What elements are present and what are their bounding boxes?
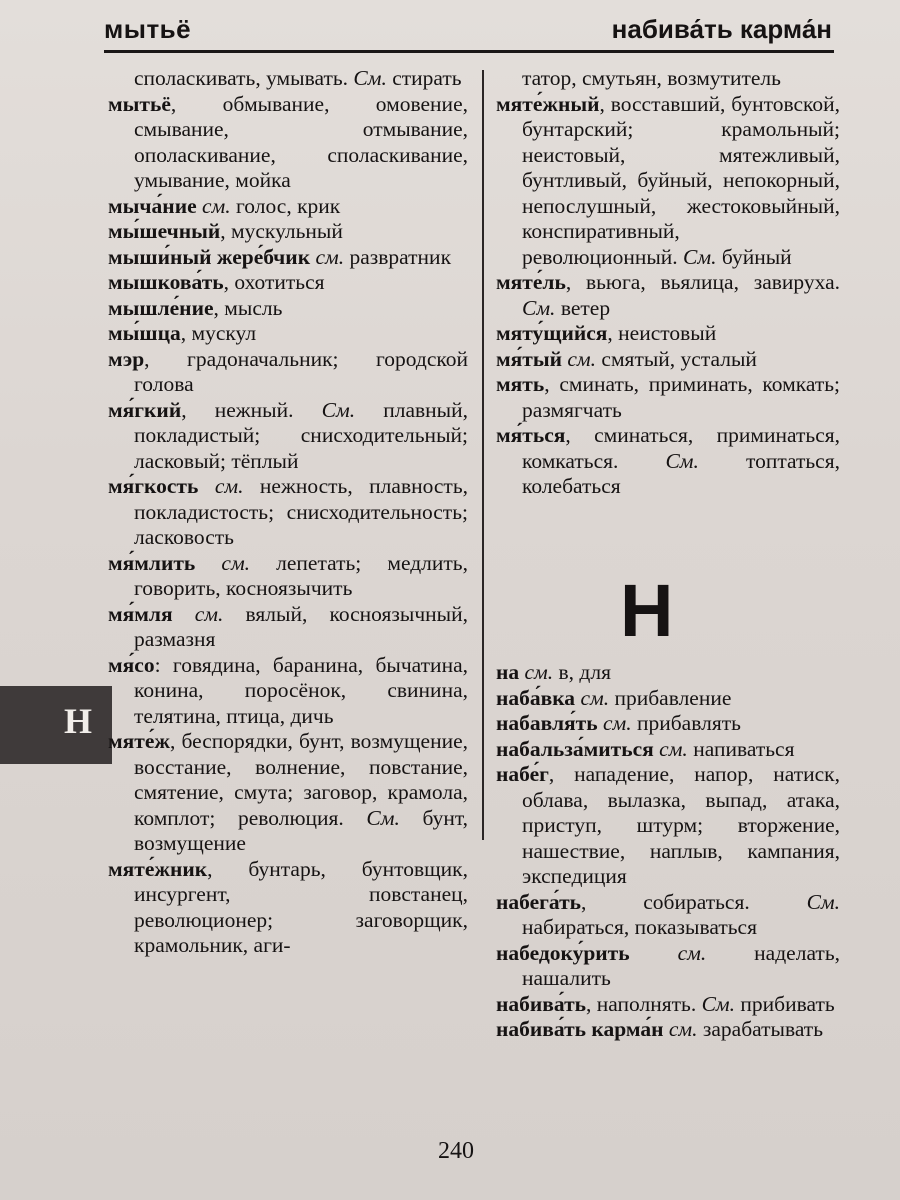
entry-headword: мяту́щийся [496,321,608,345]
entry-crossref-marker: см. [567,346,597,371]
dictionary-entry [496,890,840,941]
entry-definition: , неистовый [607,321,717,345]
entry-crossref: смятый, усталый [596,346,757,371]
dictionary-entry [496,66,840,92]
entry-headword: мяте́жный [496,91,600,116]
entry-headword: набива́ть карма́н [496,1017,664,1041]
dictionary-entry [496,321,840,347]
right-column-top [496,66,840,500]
entry-crossref-marker: см. [221,550,251,575]
dictionary-entry [496,347,840,373]
entry-crossref: стирать [386,66,462,90]
dictionary-entry [496,686,840,712]
dictionary-entry [108,245,468,271]
dictionary-entry [108,602,468,653]
right-column-bottom [496,660,840,1043]
entry-crossref: наделать, нашалить [522,940,841,990]
entry-crossref: напиваться [687,736,795,761]
dictionary-entry [108,398,468,475]
entry-definition: , бунтарь, бунтовщик, инсургент, повстанец, революционер; заговорщик, крамольник, аги- [134,856,468,957]
entry-headword: мы́шца [108,321,181,345]
entry-crossref-marker: См. [701,991,736,1016]
dictionary-entry [108,92,468,194]
dictionary-entry [108,347,468,398]
entry-headword: мя́мля [108,601,173,626]
entry-definition: , вьюга, вьялица, завируха. [565,270,840,294]
entry-crossref: нежность, плавность, покладистость; снисходительность; ласковость [134,474,469,549]
entry-crossref-marker: См. [806,889,840,914]
entry-definition: , сминаться, приминаться, комкаться. [522,423,840,473]
entry-headword: набальза́миться [496,736,654,761]
entry-definition: татор, смутьян, возмутитель [522,66,781,90]
entry-definition: , обмывание, омовение, смывание, отмывание, ополаскивание, споласкивание, умывание, мойка [134,91,468,192]
entry-crossref-marker: См. [522,295,556,320]
running-head-right: набива́ть карма́н [611,14,832,44]
entry-crossref-marker: см. [315,244,345,269]
entry-crossref: набираться, показываться [522,915,757,939]
entry-headword: мы́шечный [108,219,221,243]
entry-headword: набедоку́рить [496,940,630,965]
entry-crossref: топтаться, колебаться [522,448,840,498]
dictionary-entry [496,711,840,737]
header-rule [104,50,834,53]
entry-definition: , нападение, напор, натиск, облава, вылазка, выпад, атака, приступ, штурм; вторжение, нашествие, наплыв, кампания, экспедиция [522,762,840,888]
entry-headword: мять [496,372,545,396]
entry-definition: , беспорядки, бунт, возмущение, восстание, волнение, повстание, смятение, смута; заговор, крамола, комплот; революция. [134,729,468,830]
entry-headword: наба́вка [496,685,576,710]
dictionary-entry [496,660,840,686]
entry-crossref-marker: см. [194,601,224,626]
entry-definition: споласкивать, умывать. [134,66,354,90]
entry-definition: , восставший, бунтовской, бунтарский; крамольный; неистовый, мятежливый, бунтливый, буйный, непокорный, непослушный, жестоковыйный, конспиративный, революционный. [522,91,840,269]
entry-crossref: в, для [553,660,611,684]
dictionary-entry [108,66,468,92]
dictionary-entry [108,474,468,551]
entry-headword: мя́тый [496,346,563,371]
entry-definition: : говядина, баранина, бычатина, конина, поросёнок, свинина, телятина, птица, дичь [134,652,468,728]
entry-headword: мышле́ние [108,295,214,320]
section-letter: Н [620,569,674,652]
entry-headword: мэр [108,346,145,371]
entry-crossref: лепетать; медлить, говорить, косноязычить [134,550,468,600]
entry-crossref-marker: см. [659,736,688,761]
left-column [108,66,468,959]
entry-definition: , нежный. [181,397,322,422]
entry-definition: , собираться. [581,889,807,914]
entry-crossref: прибавлять [631,711,741,735]
thumb-index-letter: Н [64,701,93,741]
entry-crossref-marker: см. [202,193,231,218]
entry-headword: мыча́ние [108,193,197,218]
dictionary-entry [108,270,468,296]
entry-crossref-marker: см. [524,660,554,684]
entry-definition: , сминать, приминать, комкать; размягчать [522,372,840,422]
entry-headword: набе́г [496,762,549,786]
entry-crossref-marker: См. [353,66,387,90]
dictionary-entry [108,219,468,245]
entry-crossref: ветер [555,295,611,320]
dictionary-entry [496,270,840,321]
entry-definition: , наполнять. [586,991,702,1016]
dictionary-entry [108,296,468,322]
column-divider [482,70,484,840]
entry-headword: на [496,660,520,684]
entry-definition: , мысль [213,295,283,320]
running-head-left: мытьё [104,14,192,44]
dictionary-entry [496,941,840,992]
dictionary-entry [496,737,840,763]
entry-definition: , мускул [180,321,257,345]
dictionary-entry [108,194,468,220]
dictionary-entry [108,551,468,602]
dictionary-entry [108,729,468,857]
dictionary-entry [496,92,840,271]
dictionary-entry [108,857,468,959]
dictionary-entry [496,372,840,423]
entry-headword: мытьё [108,91,171,116]
entry-headword: набива́ть [496,991,587,1016]
entry-headword: мяте́ль [496,270,566,294]
dictionary-entry [496,762,840,890]
entry-headword: мя́млить [108,550,196,575]
entry-crossref-marker: см. [677,940,707,965]
thumb-index-tab [0,686,112,764]
dictionary-entry [108,653,468,730]
dictionary-entry [496,423,840,500]
entry-crossref-marker: См. [665,448,699,473]
entry-crossref-marker: См. [321,397,356,422]
entry-headword: набега́ть [496,889,582,914]
entry-crossref: бунт, возмущение [134,805,468,855]
entry-crossref-marker: см. [214,474,244,498]
entry-crossref: голос, крик [230,193,341,218]
dictionary-entry [496,992,840,1018]
entry-crossref: развратник [344,244,452,269]
dictionary-entry [108,321,468,347]
entry-crossref-marker: См. [366,805,400,830]
entry-headword: набавля́ть [496,711,598,735]
entry-definition: , градоначальник; городской голова [134,346,468,396]
entry-headword: мя́гкий [108,397,182,422]
entry-crossref-marker: см. [602,711,632,735]
entry-crossref: зарабатывать [697,1017,824,1041]
entry-crossref: буйный [716,244,792,269]
entry-crossref: прибавление [609,685,732,710]
page-number: 240 [438,1138,474,1164]
entry-headword: мяте́ж [108,729,170,753]
entry-crossref-marker: см. [668,1017,698,1041]
entry-definition: , мускульный [220,219,343,243]
entry-crossref: прибивать [735,991,835,1016]
dictionary-entry [496,1017,840,1043]
entry-headword: мя́со [108,652,155,677]
entry-headword: мя́гкость [108,474,199,498]
entry-headword: мыши́ный жере́бчик [108,244,311,269]
entry-definition: , охотиться [223,270,325,294]
entry-headword: мяте́жник [108,856,208,881]
entry-headword: мышкова́ть [108,270,224,294]
entry-crossref-marker: см. [580,685,610,710]
entry-crossref: вялый, косноязычный, размазня [134,601,468,651]
entry-crossref: плавный, покладистый; снисходительный; ласковый; тёплый [134,397,468,473]
entry-headword: мя́ться [496,423,566,447]
entry-crossref-marker: См. [683,244,717,269]
